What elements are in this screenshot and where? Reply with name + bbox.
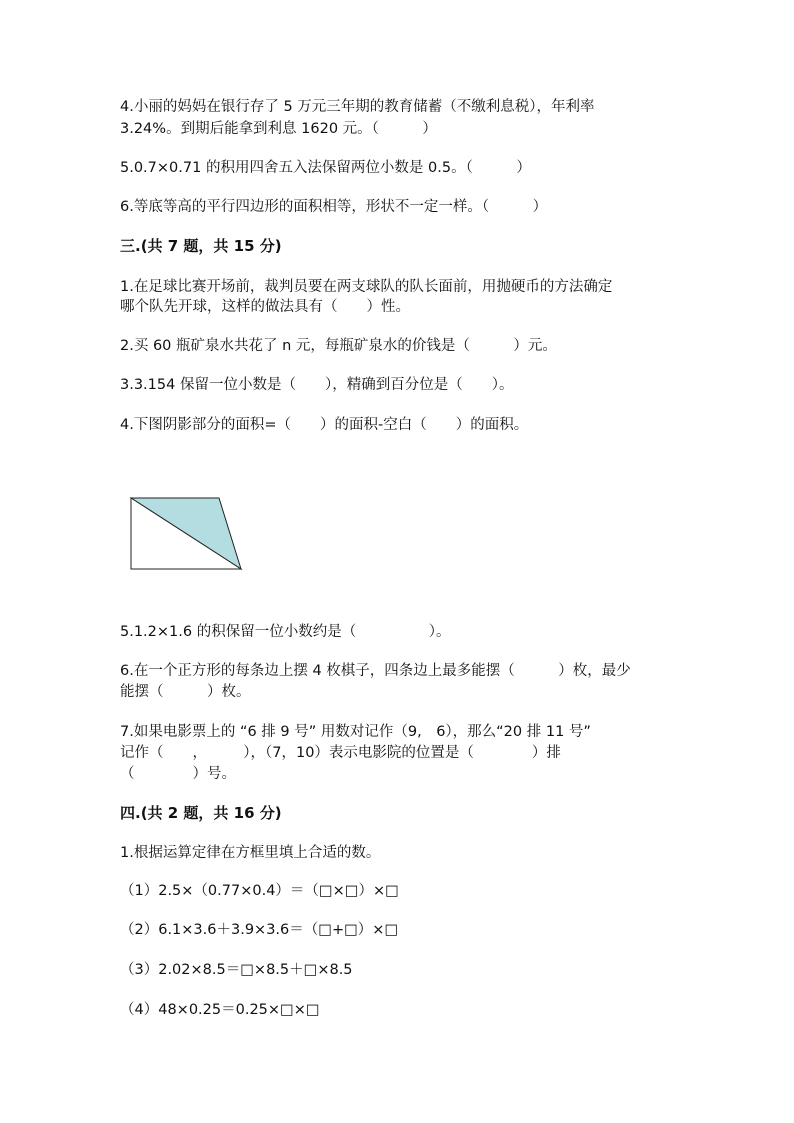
shaded-area-figure [130,497,246,573]
s3-question-1-line-2: 哪个队先开球，这样的做法具有（ ）性。 [120,299,410,315]
s3-question-7-line-3: （ ）号。 [120,766,236,782]
section-3-heading: 三.(共 7 题，共 15 分) [120,237,282,255]
s4-item-4: （4）48×0.25＝0.25×□×□ [120,1002,320,1018]
question-4-line-1: 4.小丽的妈妈在银行存了 5 万元三年期的教育储蓄（不缴利息税），年利率 [120,99,595,115]
s3-question-7-line-1: 7.如果电影票上的 “6 排 9 号” 用数对记作（9, 6），那么“20 排 11 号” [120,724,591,740]
s4-question-1: 1.根据运算定律在方框里填上合适的数。 [120,845,381,861]
question-4-line-2: 3.24%。到期后能拿到利息 1620 元。（ ） [120,121,437,137]
s3-question-1-line-1: 1.在足球比赛开场前，裁判员要在两支球队的队长面前，用抛硬币的方法确定 [120,279,613,295]
s4-item-1: （1）2.5×（0.77×0.4）＝（□×□）×□ [120,883,399,899]
question-6: 6.等底等高的平行四边形的面积相等，形状不一定一样。（ ） [120,199,548,215]
s3-question-7-line-2: 记作（ ， ），（7，10）表示电影院的位置是（ ）排 [120,745,561,761]
s3-question-2: 2.买 60 瓶矿泉水共花了 n 元，每瓶矿泉水的价钱是（ ）元。 [120,338,557,354]
question-5: 5.0.7×0.71 的积用四舍五入法保留两位小数是 0.5。（ ） [120,160,531,176]
s4-item-2: （2）6.1×3.6＋3.9×3.6＝（□+□）×□ [120,922,399,938]
s3-question-5: 5.1.2×1.6 的积保留一位小数约是（ ）。 [120,624,451,640]
s3-question-3: 3.3.154 保留一位小数是（ ），精确到百分位是（ ）。 [120,377,514,393]
s3-question-6-line-2: 能摆（ ）枚。 [120,684,251,700]
s3-question-4: 4.下图阴影部分的面积=（ ）的面积-空白（ ）的面积。 [120,417,529,433]
s4-item-3: （3）2.02×8.5＝□×8.5＋□×8.5 [120,962,353,978]
section-4-heading: 四.(共 2 题，共 16 分) [120,804,282,822]
s3-question-6-line-1: 6.在一个正方形的每条边上摆 4 枚棋子，四条边上最多能摆（ ）枚，最少 [120,663,631,679]
